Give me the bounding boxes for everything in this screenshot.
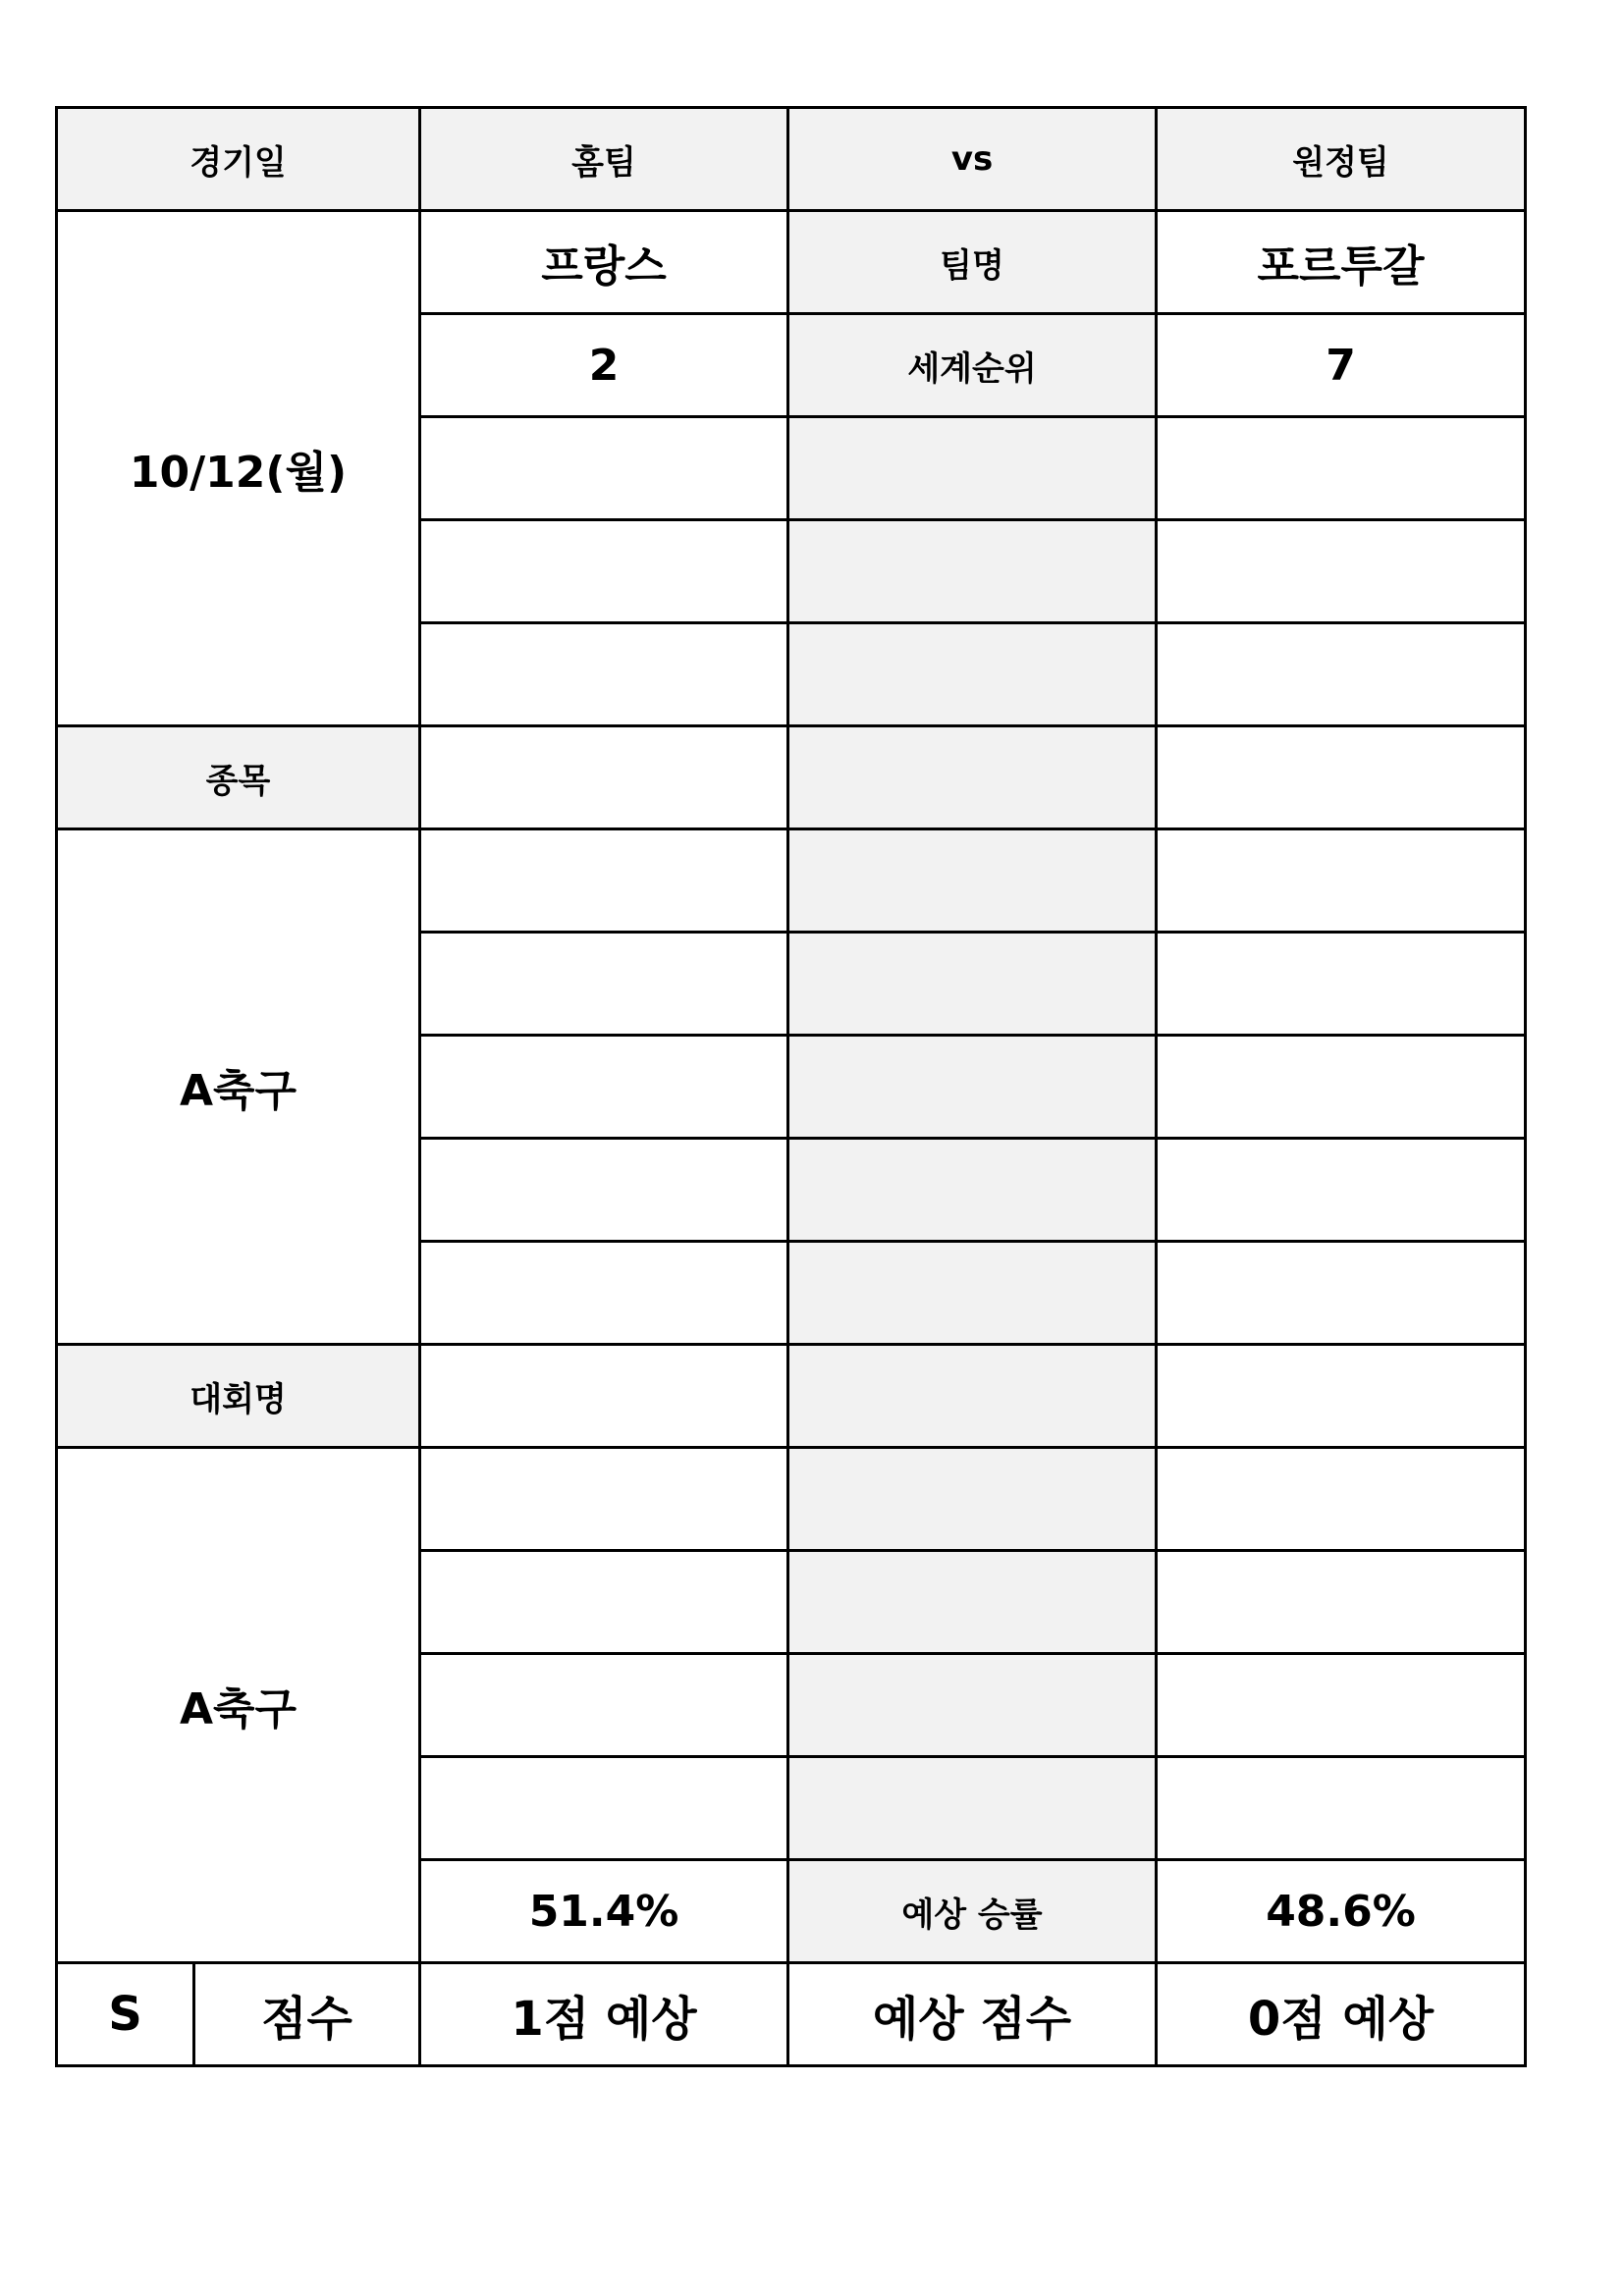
empty-cell: [420, 1654, 788, 1757]
empty-cell: [1157, 417, 1526, 520]
empty-mid-cell: [788, 1345, 1157, 1448]
home-rank: 2: [420, 314, 788, 417]
empty-mid-cell: [788, 933, 1157, 1036]
empty-cell: [1157, 1242, 1526, 1345]
empty-row: [57, 1448, 1526, 1551]
sport-value: A축구: [57, 829, 420, 1345]
empty-cell: [1157, 1654, 1526, 1757]
empty-cell: [1157, 1448, 1526, 1551]
empty-mid-cell: [788, 417, 1157, 520]
header-row: [57, 108, 1526, 211]
competition-label: 대회명: [57, 1345, 420, 1448]
home-win-rate: 51.4%: [420, 1860, 788, 1963]
team-name-label: 팀명: [788, 211, 1157, 314]
empty-mid-cell: [788, 520, 1157, 623]
empty-cell: [1157, 1139, 1526, 1242]
competition-value: A축구: [57, 1448, 420, 1963]
empty-cell: [420, 1345, 788, 1448]
date-header: 경기일: [57, 108, 420, 211]
empty-mid-cell: [788, 1448, 1157, 1551]
sport-label-row: [57, 726, 1526, 829]
score-label: 점수: [194, 1963, 420, 2066]
home-team-header: 홈팀: [420, 108, 788, 211]
empty-cell: [1157, 520, 1526, 623]
team-name-row: [57, 211, 1526, 314]
empty-cell: [420, 829, 788, 933]
competition-label-row: [57, 1345, 1526, 1448]
empty-mid-cell: [788, 726, 1157, 829]
empty-mid-cell: [788, 1757, 1157, 1860]
empty-mid-cell: [788, 829, 1157, 933]
empty-cell: [420, 1757, 788, 1860]
predicted-score-label: 예상 점수: [788, 1963, 1157, 2066]
empty-mid-cell: [788, 1242, 1157, 1345]
match-prediction-table: [55, 106, 1527, 2067]
rank-label: 세계순위: [788, 314, 1157, 417]
empty-cell: [1157, 726, 1526, 829]
away-team-header: 원정팀: [1157, 108, 1526, 211]
empty-mid-cell: [788, 1139, 1157, 1242]
empty-cell: [420, 1036, 788, 1139]
empty-mid-cell: [788, 623, 1157, 726]
empty-cell: [1157, 933, 1526, 1036]
empty-cell: [1157, 1345, 1526, 1448]
sport-label: 종목: [57, 726, 420, 829]
empty-cell: [420, 520, 788, 623]
away-team-name: 포르투갈: [1157, 211, 1526, 314]
away-rank: 7: [1157, 314, 1526, 417]
empty-cell: [420, 623, 788, 726]
empty-mid-cell: [788, 1036, 1157, 1139]
empty-cell: [1157, 623, 1526, 726]
empty-cell: [420, 933, 788, 1036]
empty-mid-cell: [788, 1551, 1157, 1654]
vs-header: vs: [788, 108, 1157, 211]
empty-cell: [1157, 1757, 1526, 1860]
empty-row: [57, 829, 1526, 933]
empty-mid-cell: [788, 1654, 1157, 1757]
home-predicted-score: 1점 예상: [420, 1963, 788, 2066]
s-label: S: [57, 1963, 194, 2066]
empty-cell: [1157, 829, 1526, 933]
home-team-name: 프랑스: [420, 211, 788, 314]
empty-cell: [420, 1139, 788, 1242]
empty-cell: [420, 1242, 788, 1345]
empty-cell: [1157, 1036, 1526, 1139]
empty-cell: [420, 417, 788, 520]
empty-cell: [420, 726, 788, 829]
win-rate-label: 예상 승률: [788, 1860, 1157, 1963]
score-row: [57, 1963, 1526, 2066]
empty-cell: [420, 1551, 788, 1654]
away-win-rate: 48.6%: [1157, 1860, 1526, 1963]
away-predicted-score: 0점 예상: [1157, 1963, 1526, 2066]
empty-cell: [420, 1448, 788, 1551]
match-date: 10/12(월): [57, 211, 420, 726]
empty-cell: [1157, 1551, 1526, 1654]
